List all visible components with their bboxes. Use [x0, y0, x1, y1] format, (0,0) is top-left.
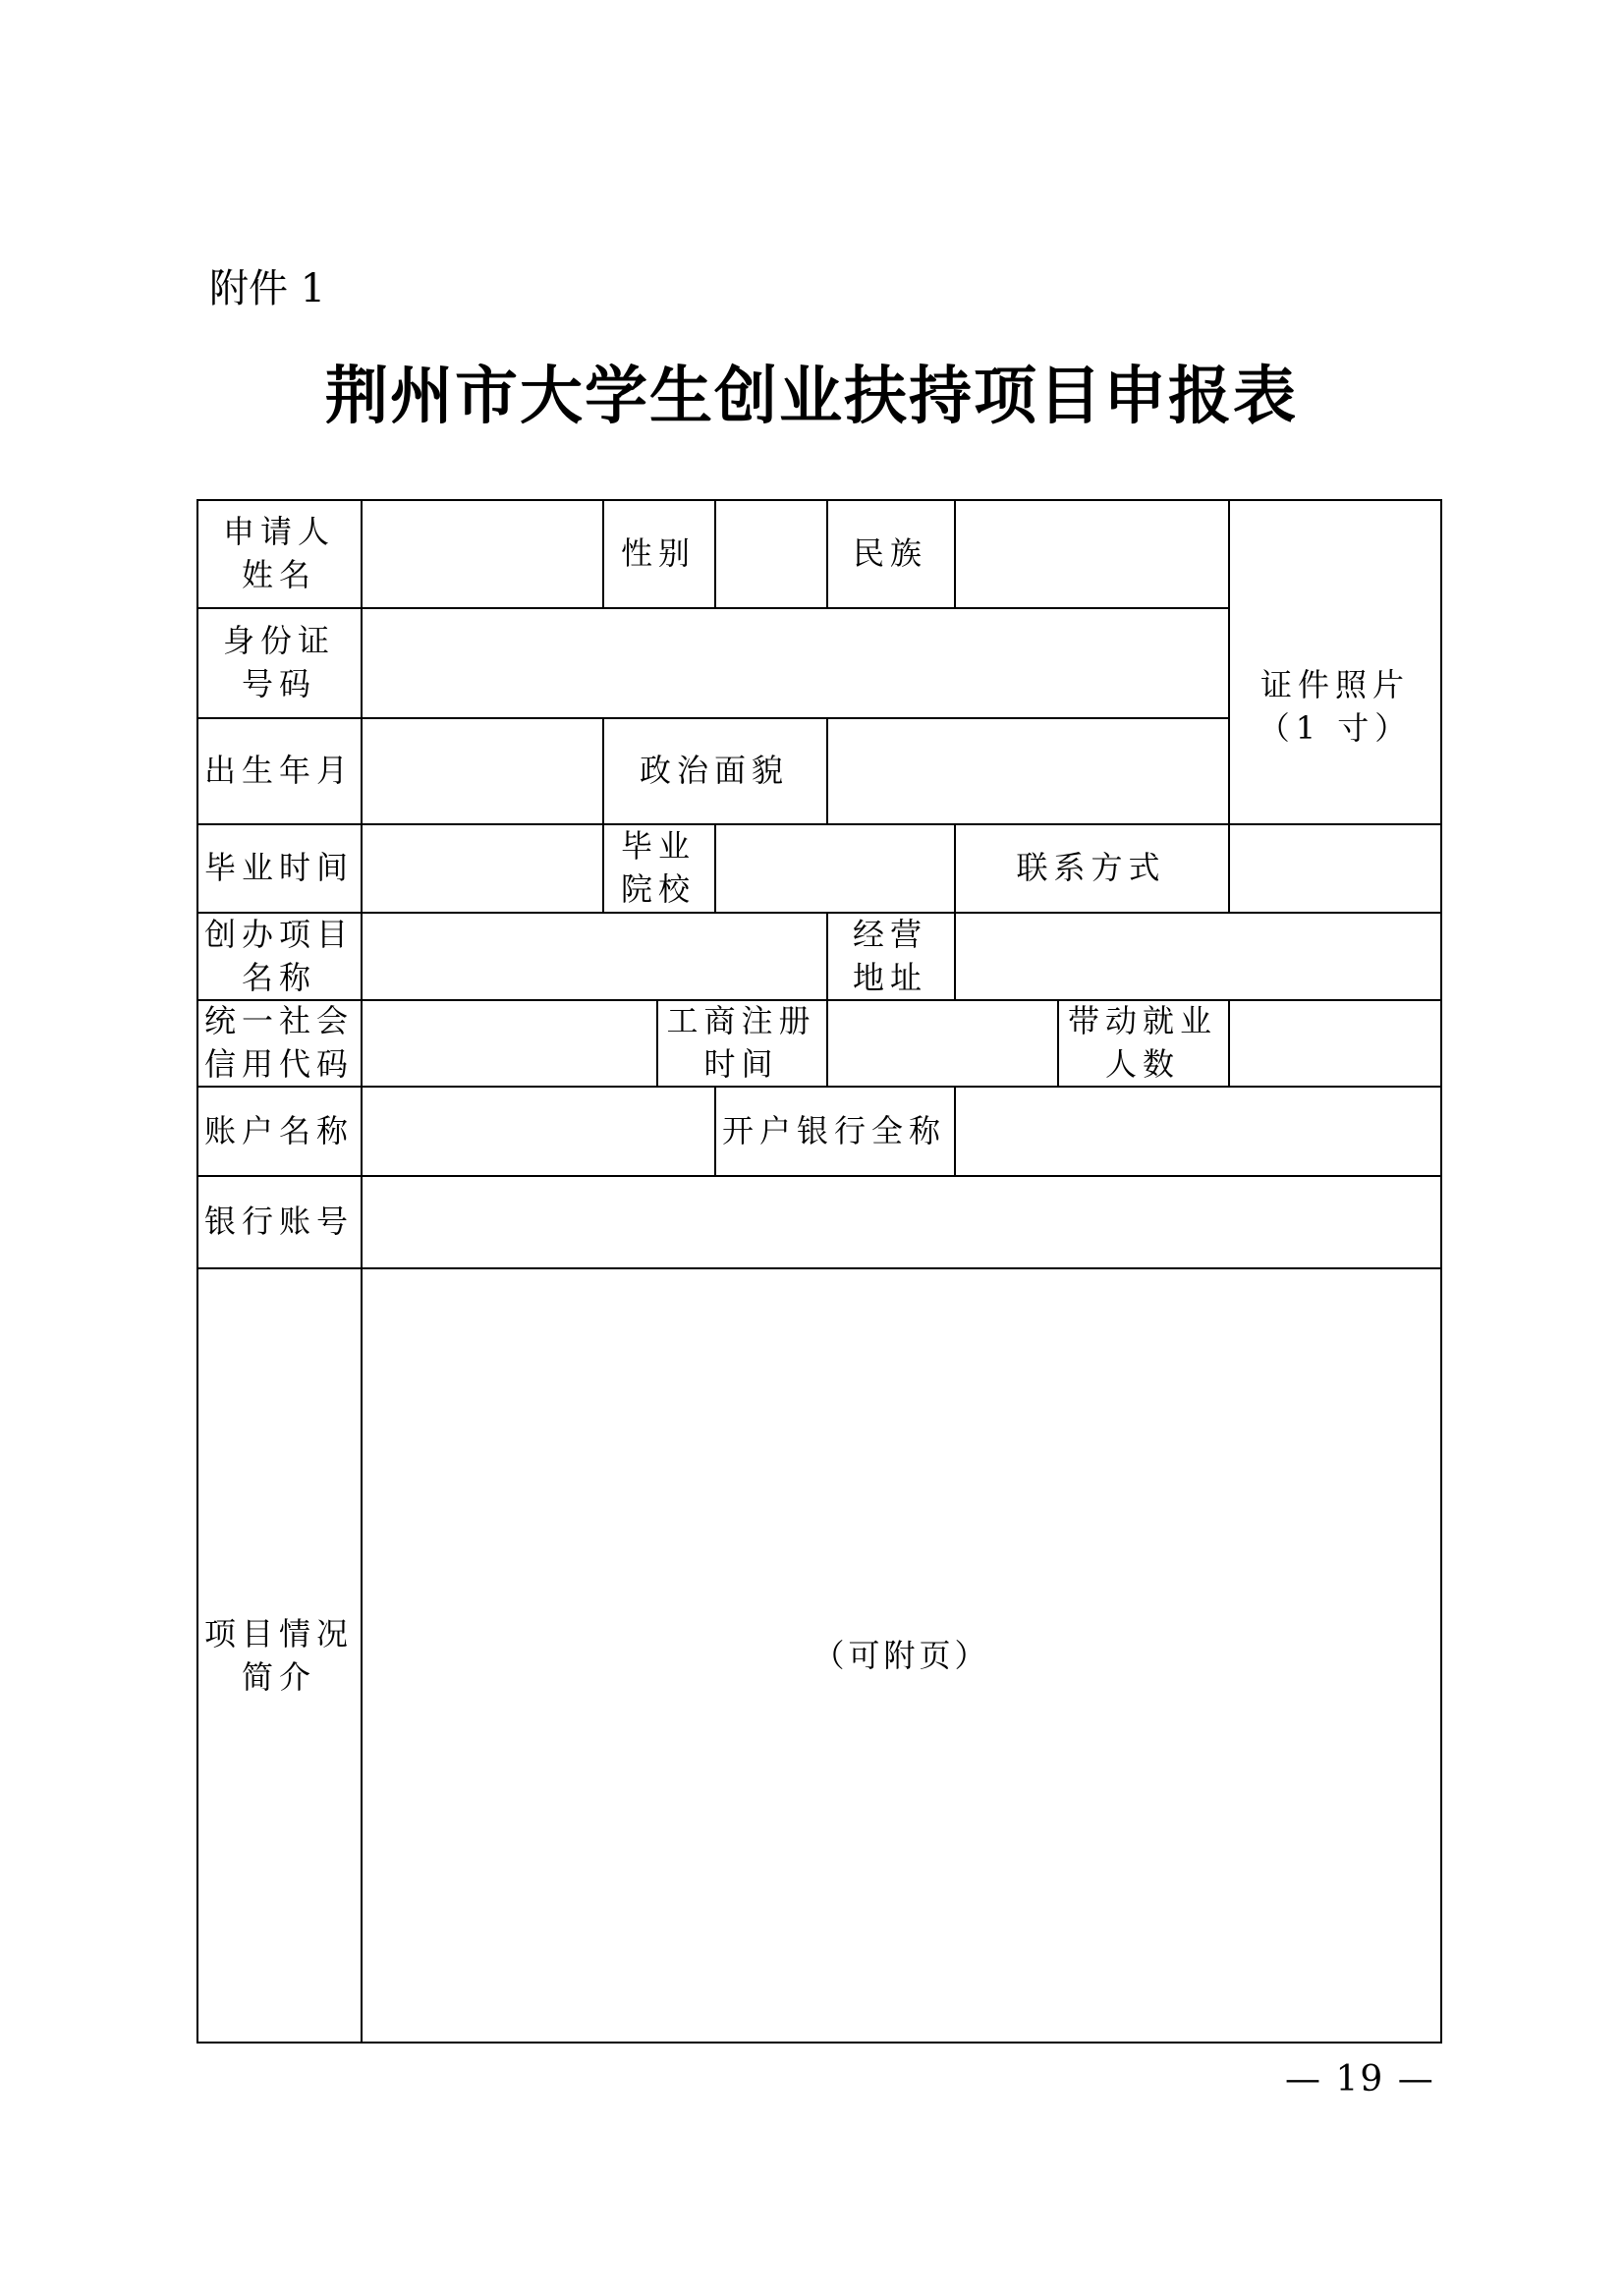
- project-intro-field[interactable]: [363, 1269, 1440, 2042]
- col-divider: [714, 1086, 716, 1175]
- business-address-field[interactable]: [956, 914, 1440, 999]
- label-registration-time: 工商注册 时间: [666, 1002, 816, 1083]
- credit-code-field[interactable]: [363, 1001, 656, 1086]
- id-number-field[interactable]: [363, 609, 1228, 717]
- label-bank-name: 开户银行全称: [721, 1111, 946, 1149]
- label-gender: 性别: [620, 534, 696, 572]
- project-name-field[interactable]: [363, 914, 826, 999]
- label-project-name: 创办项目 名称: [203, 915, 354, 996]
- label-id-number: 身份证 号码: [222, 622, 335, 702]
- col-divider: [656, 999, 658, 1086]
- col-divider: [826, 499, 828, 607]
- label-credit-code: 统一社会 信用代码: [203, 1002, 354, 1083]
- bank-name-field[interactable]: [956, 1088, 1440, 1175]
- label-political-status: 政治面貌: [639, 752, 789, 789]
- account-name-field[interactable]: [363, 1088, 714, 1175]
- col-divider: [826, 912, 828, 999]
- col-divider: [1057, 999, 1059, 1086]
- registration-time-field[interactable]: [828, 1001, 1057, 1086]
- label-photo: 证件照片 （1 寸）: [1258, 666, 1413, 747]
- label-applicant-name: 申请人 姓名: [222, 513, 335, 593]
- label-business-address: 经营 地址: [852, 915, 927, 996]
- label-ethnicity: 民族: [852, 534, 927, 572]
- label-bank-account: 银行账号: [203, 1203, 354, 1240]
- attach-pages-note: （可附页）: [812, 1637, 990, 1674]
- graduation-time-field[interactable]: [363, 825, 602, 912]
- form-title: 荆州市大学生创业扶持项目申报表: [325, 361, 1298, 433]
- label-birth-date: 出生年月: [203, 752, 354, 789]
- label-project-intro: 项目情况 简介: [203, 1615, 354, 1696]
- graduation-school-field[interactable]: [716, 825, 954, 912]
- label-account-name: 账户名称: [203, 1111, 354, 1149]
- label-graduation-time: 毕业时间: [203, 849, 354, 886]
- ethnicity-field[interactable]: [956, 501, 1228, 607]
- page-number: — 19 —: [1285, 2059, 1435, 2100]
- bank-account-field[interactable]: [363, 1177, 1440, 1267]
- label-jobs-created: 带动就业 人数: [1067, 1002, 1217, 1083]
- label-graduation-school: 毕业 院校: [620, 827, 696, 908]
- birth-date-field[interactable]: [363, 719, 602, 823]
- political-status-field[interactable]: [828, 719, 1228, 823]
- label-contact: 联系方式: [1016, 849, 1166, 886]
- col-divider: [602, 499, 604, 607]
- attachment-label: 附件 1: [209, 266, 326, 311]
- gender-field[interactable]: [716, 501, 826, 607]
- applicant-name-field[interactable]: [363, 501, 602, 607]
- col-divider: [602, 717, 604, 912]
- contact-field[interactable]: [1230, 825, 1440, 912]
- jobs-created-field[interactable]: [1230, 1001, 1440, 1086]
